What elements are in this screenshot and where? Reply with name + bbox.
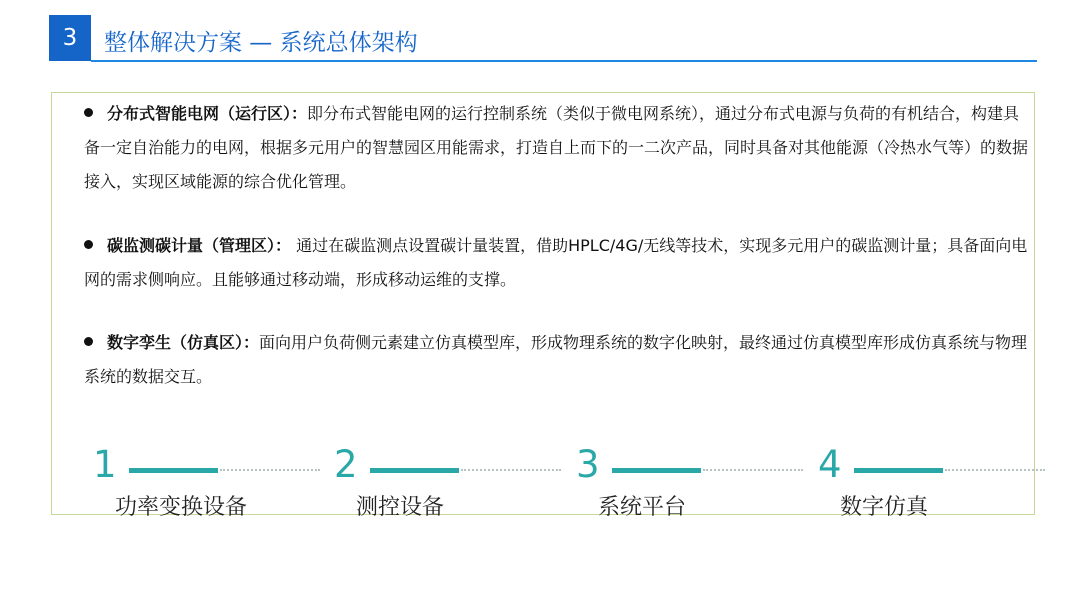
step-number: 4 (818, 443, 842, 486)
step-label: 测控设备 (356, 495, 445, 520)
step-number: 3 (576, 443, 600, 486)
paragraph-text: 即分布式智能电网的运行控制系统（类似于微电网系统），通过分布式电源与负荷的有机结合，构建具备一定自治能力的电网，根据多元用户的智慧园区用能需求，打造自上而下的一二次产品，同时具备对其他能源（冷热水气等）的数据接入，实现区域能源的综合优化管理。 (84, 104, 1029, 191)
paragraph-management-zone (84, 229, 1034, 297)
step-dotted-line (461, 469, 561, 471)
bullet-icon (84, 337, 93, 346)
paragraph-text: 面向用户负荷侧元素建立仿真模型库，形成物理系统的数字化映射，最终通过仿真模型库形成仿真系统与物理系统的数据交互。 (84, 333, 1028, 386)
page-title: 整体解决方案 — 系统总体架构 (104, 30, 418, 56)
step-bar (854, 468, 943, 473)
paragraph-heading: 数字孪生（仿真区）： (107, 333, 260, 352)
step-dotted-line (703, 469, 803, 471)
step-digital-simulation (818, 445, 1058, 520)
step-bar (612, 468, 701, 473)
step-measurement-control (334, 445, 574, 520)
step-bar (129, 468, 218, 473)
step-power-conversion (93, 445, 333, 520)
step-dotted-line (945, 469, 1045, 471)
header-underline (91, 60, 1037, 62)
step-number: 1 (93, 443, 117, 486)
section-number: 3 (49, 15, 91, 61)
bullet-icon (84, 240, 93, 249)
step-label: 数字仿真 (840, 495, 929, 520)
content-panel (51, 92, 1035, 520)
step-number: 2 (334, 443, 358, 486)
step-system-platform (576, 445, 816, 520)
paragraph-text: 通过在碳监测点设置碳计量装置，借助HPLC/4G/无线等技术，实现多元用户的碳监测计量；具备面向电网的需求侧响应。且能够通过移动端，形成移动运维的支撑。 (84, 236, 1028, 289)
paragraph-operation-zone (84, 97, 1034, 199)
step-bar (370, 468, 459, 473)
paragraph-heading: 碳监测碳计量（管理区）： (107, 236, 292, 255)
step-label: 功率变换设备 (115, 495, 248, 520)
bullet-icon (84, 108, 93, 117)
step-label: 系统平台 (598, 495, 687, 520)
paragraph-simulation-zone (84, 326, 1034, 394)
paragraph-heading: 分布式智能电网（运行区）： (107, 104, 308, 123)
section-header (49, 15, 1037, 61)
step-dotted-line (220, 469, 320, 471)
